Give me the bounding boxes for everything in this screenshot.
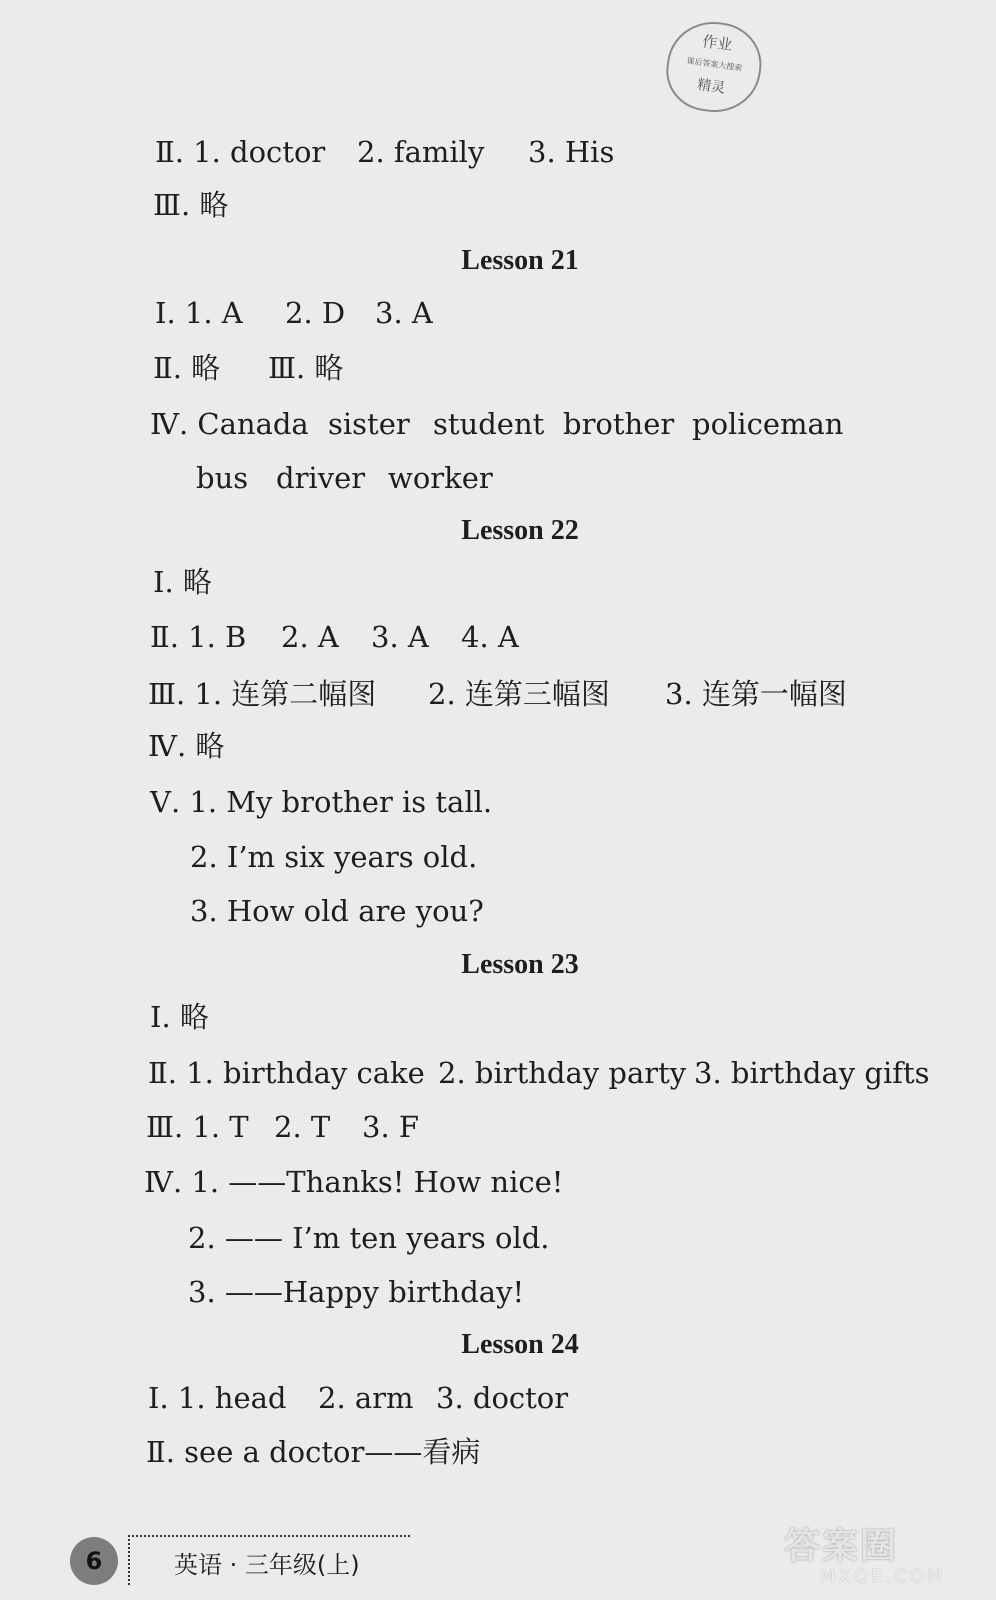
lesson-heading: Lesson 23 xyxy=(461,949,579,980)
answer-segment: Ⅲ. 略 xyxy=(268,351,344,385)
answer-segment: 3. birthday gifts xyxy=(694,1056,930,1090)
answer-segment: 3. 连第一幅图 xyxy=(665,677,847,711)
answer-segment: brother xyxy=(563,407,675,441)
page-number: 6 xyxy=(70,1537,118,1585)
answer-segment: Ⅳ. Canada xyxy=(150,407,309,441)
lesson-heading: Lesson 24 xyxy=(461,1329,579,1360)
answer-segment: 2. D xyxy=(285,296,346,330)
answer-segment: Ⅰ. 略 xyxy=(153,565,212,599)
answer-segment: Ⅱ. 1. doctor xyxy=(155,135,326,169)
stamp-line2: 课后答案大搜索 xyxy=(685,56,743,73)
watermark-domain: MXQE.COM xyxy=(820,1566,946,1587)
answer-segment: Ⅰ. 1. A xyxy=(155,296,243,330)
answer-segment: Ⅰ. 略 xyxy=(150,1000,209,1034)
answer-segment: 3. ——Happy birthday! xyxy=(188,1275,525,1309)
answer-segment: Ⅱ. 略 xyxy=(153,351,221,385)
answer-segment: 2. I’m six years old. xyxy=(190,840,478,874)
stamp-logo xyxy=(661,16,767,118)
answer-segment: 3. doctor xyxy=(436,1381,569,1415)
stamp-line1: 作业 xyxy=(701,32,734,55)
answer-segment: 3. A xyxy=(371,620,429,654)
answer-segment: 3. F xyxy=(362,1110,420,1144)
answer-segment: bus xyxy=(196,461,249,495)
answer-segment: Ⅲ. 略 xyxy=(153,188,229,222)
answer-segment: 3. A xyxy=(375,296,433,330)
answer-segment: Ⅳ. 略 xyxy=(148,729,225,763)
answer-segment: Ⅳ. 1. ——Thanks! How nice! xyxy=(144,1165,564,1199)
answer-segment: worker xyxy=(388,461,493,495)
answer-segment: 3. His xyxy=(528,135,615,169)
answer-segment: 2. 连第三幅图 xyxy=(428,677,610,711)
answer-segment: Ⅱ. 1. B xyxy=(150,620,247,654)
answer-segment: Ⅴ. 1. My brother is tall. xyxy=(150,785,493,819)
lesson-heading: Lesson 22 xyxy=(461,515,579,546)
answer-segment: 2. family xyxy=(357,135,485,169)
answer-segment: sister xyxy=(328,407,410,441)
answer-segment: Ⅲ. 1. T xyxy=(146,1110,249,1144)
answer-segment: 2. —— I’m ten years old. xyxy=(188,1221,550,1255)
answer-segment: student xyxy=(433,407,545,441)
lesson-heading: Lesson 21 xyxy=(461,245,579,276)
answer-segment: 3. How old are you? xyxy=(190,894,484,928)
answer-segment: Ⅱ. see a doctor——看病 xyxy=(146,1435,481,1469)
answer-segment: Ⅰ. 1. head xyxy=(148,1381,287,1415)
answer-segment: 2. A xyxy=(281,620,339,654)
answer-segment: 2. arm xyxy=(318,1381,414,1415)
answer-segment: 2. birthday party xyxy=(438,1056,687,1090)
answer-segment: Ⅲ. 1. 连第二幅图 xyxy=(148,677,377,711)
book-title: 英语 · 三年级(上) xyxy=(174,1551,360,1579)
answer-segment: 2. T xyxy=(274,1110,331,1144)
watermark-logo: 答案圈 xyxy=(784,1526,899,1567)
stamp-line3: 精灵 xyxy=(696,76,727,97)
page-footer xyxy=(68,1535,488,1587)
answer-segment: policeman xyxy=(692,407,844,441)
answer-segment: 4. A xyxy=(461,620,519,654)
answer-segment: driver xyxy=(276,461,366,495)
answer-segment: Ⅱ. 1. birthday cake xyxy=(148,1056,425,1090)
